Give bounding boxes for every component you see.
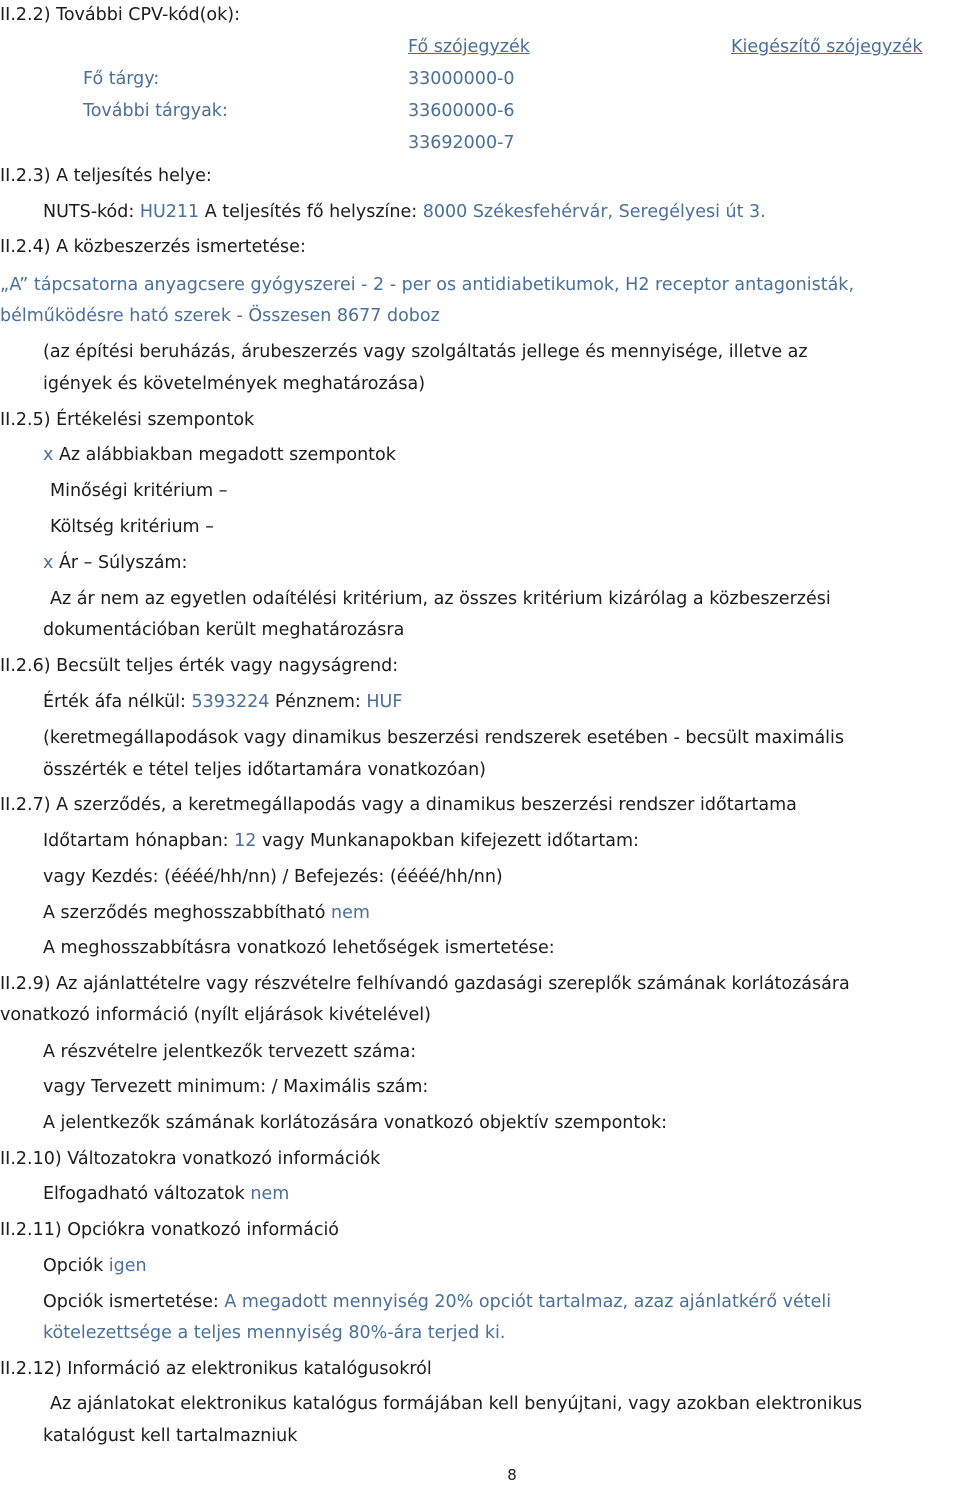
check-mark-icon: x — [43, 553, 54, 573]
criteria-option-row — [43, 443, 396, 467]
objective-criteria: A jelentkezők számának korlátozására vonatkozó objektív szempontok: — [43, 1113, 667, 1133]
criteria-option-label: Az alábbiakban megadott szempontok — [58, 445, 396, 465]
main-subject-code: 33000000-0 — [408, 69, 515, 89]
additional-subject-code: 33600000-6 — [408, 101, 515, 121]
value-note: összérték e tétel teljes időtartamára vonatkozóan) — [43, 760, 487, 780]
main-vocabulary-header: Fő szójegyzék — [408, 37, 530, 57]
duration-label: Időtartam hónapban: — [43, 831, 229, 851]
variants-row — [43, 1182, 289, 1206]
price-criterion-label: Ár – Súlyszám: — [58, 553, 188, 573]
currency-value: HUF — [366, 692, 403, 712]
description-text: „A” tápcsatorna anyagcsere gyógyszerei - 2 - per os antidiabetikumok, H2 receptor antagonisták, — [0, 275, 855, 295]
description-note: igények és követelmények meghatározása) — [43, 374, 426, 394]
value-amount: 5393224 — [191, 692, 270, 712]
page-number: 8 — [507, 1466, 517, 1484]
nuts-row — [43, 200, 766, 224]
min-max-number: vagy Tervezett minimum: / Maximális szám: — [43, 1077, 429, 1097]
options-description-value: kötelezettsége a teljes mennyiség 80%-ára terjed ki. — [43, 1323, 506, 1343]
supplementary-vocabulary-header: Kiegészítő szójegyzék — [731, 37, 923, 57]
section-limits-heading: II.2.9) Az ajánlattételre vagy részvételre felhívandó gazdasági szereplők számának korlátozására — [0, 974, 850, 994]
section-options-heading: II.2.11) Opciókra vonatkozó információ — [0, 1220, 340, 1240]
dates-row: vagy Kezdés: (éééé/hh/nn) / Befejezés: (éééé/hh/nn) — [43, 867, 503, 887]
value-label: Érték áfa nélkül: — [43, 692, 186, 712]
options-value: igen — [108, 1256, 147, 1276]
description-text: bélműködésre ható szerek - Összesen 8677 doboz — [0, 306, 440, 326]
nuts-value: HU211 — [139, 202, 200, 222]
check-mark-icon: x — [43, 445, 54, 465]
price-criterion-row — [43, 551, 187, 575]
options-description-label: Opciók ismertetése: — [43, 1292, 219, 1312]
section-criteria-heading: II.2.5) Értékelési szempontok — [0, 410, 255, 430]
extension-row — [43, 901, 370, 925]
options-row — [43, 1254, 147, 1278]
options-label: Opciók — [43, 1256, 104, 1276]
workdays-label: vagy Munkanapokban kifejezett időtartam: — [261, 831, 639, 851]
additional-subjects-label: További tárgyak: — [83, 101, 228, 121]
extension-description: A meghosszabbításra vonatkozó lehetőségek ismertetése: — [43, 938, 555, 958]
section-cpv-heading: II.2.2) További CPV-kód(ok): — [0, 5, 241, 25]
nuts-label: NUTS-kód: — [43, 202, 135, 222]
extension-label: A szerződés meghosszabbítható — [43, 903, 326, 923]
value-row — [43, 690, 402, 714]
variants-label: Elfogadható változatok — [43, 1184, 245, 1204]
planned-number: A részvételre jelentkezők tervezett száma: — [43, 1042, 417, 1062]
catalogue-text: Az ajánlatokat elektronikus katalógus formájában kell benyújtani, vagy azokban elektronikus — [50, 1394, 863, 1414]
options-description-value: A megadott mennyiség 20% opciót tartalmaz, azaz ajánlatkérő vételi — [224, 1292, 832, 1312]
currency-label: Pénznem: — [275, 692, 361, 712]
section-limits-heading: vonatkozó információ (nyílt eljárások kivételével) — [0, 1005, 431, 1025]
section-place-heading: II.2.3) A teljesítés helye: — [0, 166, 212, 186]
description-note: (az építési beruházás, árubeszerzés vagy szolgáltatás jellege és mennyisége, illetve az — [43, 342, 808, 362]
duration-row — [43, 829, 639, 853]
catalogue-text: katalógust kell tartalmazniuk — [43, 1426, 298, 1446]
section-description-heading: II.2.4) A közbeszerzés ismertetése: — [0, 237, 306, 257]
price-note: Az ár nem az egyetlen odaítélési kritérium, az összes kritérium kizárólag a közbeszerzési — [50, 589, 831, 609]
section-catalogue-heading: II.2.12) Információ az elektronikus katalógusokról — [0, 1359, 432, 1379]
site-label: A teljesítés fő helyszíne: — [204, 202, 418, 222]
variants-value: nem — [250, 1184, 290, 1204]
cost-criterion: Költség kritérium – — [50, 517, 214, 537]
quality-criterion: Minőségi kritérium – — [50, 481, 228, 501]
value-note: (keretmegállapodások vagy dinamikus beszerzési rendszerek esetében - becsült maximális — [43, 728, 845, 748]
options-description-row — [43, 1290, 831, 1314]
section-duration-heading: II.2.7) A szerződés, a keretmegállapodás vagy a dinamikus beszerzési rendszer időtartama — [0, 795, 797, 815]
additional-subject-code: 33692000-7 — [408, 133, 515, 153]
duration-value: 12 — [234, 831, 257, 851]
main-subject-label: Fő tárgy: — [83, 69, 160, 89]
section-value-heading: II.2.6) Becsült teljes érték vagy nagyságrend: — [0, 656, 399, 676]
price-note: dokumentációban került meghatározásra — [43, 620, 405, 640]
site-value: 8000 Székesfehérvár, Seregélyesi út 3. — [422, 202, 766, 222]
extension-value: nem — [331, 903, 370, 923]
section-variants-heading: II.2.10) Változatokra vonatkozó információk — [0, 1149, 381, 1169]
